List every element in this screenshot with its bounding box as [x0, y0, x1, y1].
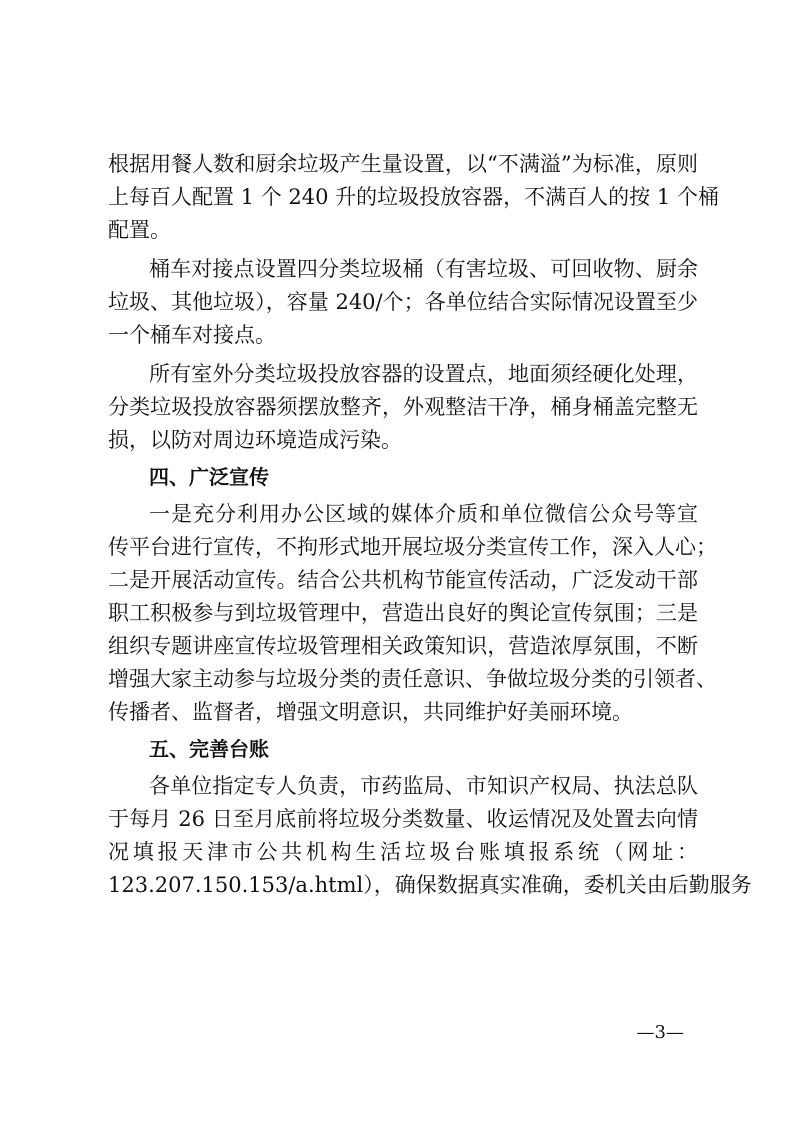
paragraph-line: 况填报天津市公共机构生活垃圾台账填报系统（网址： [108, 840, 698, 864]
paragraph-line: 职工积极参与到垃圾管理中，营造出良好的舆论宣传氛围；三是 [108, 601, 698, 625]
section-heading: 四、广泛宣传 [149, 465, 269, 489]
body-text [108, 148, 752, 902]
paragraph-line: 一个桶车对接点。 [108, 323, 276, 347]
paragraph-line: 于每月 26 日至月底前将垃圾分类数量、收运情况及处置去向情 [108, 807, 698, 831]
paragraph-line: 所有室外分类垃圾投放容器的设置点，地面须经硬化处理， [149, 362, 698, 386]
paragraph-line: 上每百人配置 1 个 240 升的垃圾投放容器，不满百人的按 1 个桶 [108, 185, 719, 209]
paragraph-line: 配置。 [108, 218, 171, 242]
paragraph-line: 123.207.150.153/a.html），确保数据真实准确，委机关由后勤服务 [108, 873, 752, 897]
paragraph-line: 二是开展活动宣传。结合公共机构节能宣传活动，广泛发动干部 [108, 568, 698, 592]
page-number: —3— [636, 1022, 684, 1043]
paragraph-line: 一是充分利用办公区域的媒体介质和单位微信公众号等宣 [149, 502, 698, 526]
paragraph-line: 桶车对接点设置四分类垃圾桶（有害垃圾、可回收物、厨余 [149, 257, 698, 281]
paragraph-line: 组织专题讲座宣传垃圾管理相关政策知识，营造浓厚氛围，不断 [108, 634, 698, 658]
paragraph-line: 分类垃圾投放容器须摆放整齐，外观整洁干净，桶身桶盖完整无 [108, 395, 698, 419]
paragraph-line: 损，以防对周边环境造成污染。 [108, 428, 402, 452]
paragraph-line: 增强大家主动参与垃圾分类的责任意识、争做垃圾分类的引领者、 [108, 667, 717, 691]
paragraph-line: 传播者、监督者，增强文明意识，共同维护好美丽环境。 [108, 700, 633, 724]
paragraph-line: 垃圾、其他垃圾），容量 240/个；各单位结合实际情况设置至少 [108, 290, 698, 314]
paragraph-line: 各单位指定专人负责，市药监局、市知识产权局、执法总队 [149, 774, 698, 798]
paragraph-line: 根据用餐人数和厨余垃圾产生量设置，以“不满溢”为标准，原则 [108, 152, 698, 176]
section-heading: 五、完善台账 [149, 737, 269, 761]
paragraph-line: 传平台进行宣传，不拘形式地开展垃圾分类宣传工作，深入人心； [108, 535, 717, 559]
